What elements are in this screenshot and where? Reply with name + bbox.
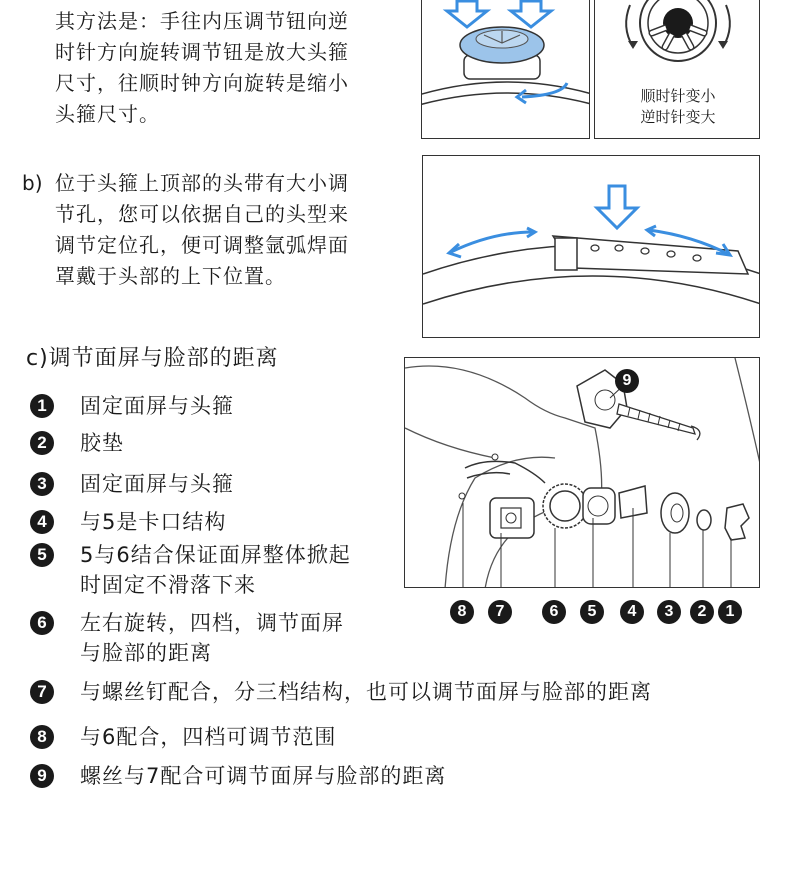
callout-badge: 8 [450,600,474,624]
callout-badge: 4 [620,600,644,624]
item-text: 与6配合，四档可调节范围 [80,725,337,749]
section-a-line-1: 其方法是：手往内压调节钮向逆 [55,9,349,33]
caption-counterclockwise: 逆时针变大 [640,108,716,126]
list-item [30,722,336,752]
caption-clockwise: 顺时针变小 [640,87,716,105]
callout-badge: 6 [542,600,566,624]
knob-press-illustration [421,0,590,139]
item-text: 胶垫 [80,431,124,455]
item-text-line: 与脸部的距离 [80,641,212,665]
item-text-line: 5与6结合保证面屏整体掀起 [80,543,351,567]
item-number-badge: 5 [30,543,54,567]
section-b-line-1: 位于头箍上顶部的头带有大小调 [55,171,349,195]
item-number-badge: 1 [30,394,54,418]
section-a-line-2: 时针方向旋转调节钮是放大头箍 [55,40,349,64]
list-item [30,428,124,458]
list-item [30,677,652,707]
knob-rotation-illustration [594,0,760,139]
callout-badge: 9 [615,369,639,393]
callout-badge: 1 [718,600,742,624]
item-text [80,540,351,600]
list-item [30,469,234,499]
item-text: 固定面屏与头箍 [80,472,234,496]
item-text-line: 时固定不滑落下来 [80,573,256,597]
item-number-badge: 9 [30,764,54,788]
section-b-line-4: 罩戴于头部的上下位置。 [55,264,286,288]
item-number-badge: 2 [30,431,54,455]
item-number-badge: 8 [30,725,54,749]
callout-badge: 3 [657,600,681,624]
section-a-line-3: 尺寸，往顺时钟方向旋转是缩小 [55,71,349,95]
item-number-badge: 6 [30,611,54,635]
item-number-badge: 7 [30,680,54,704]
item-number-badge: 3 [30,472,54,496]
section-b-line-3: 调节定位孔，便可调整氩弧焊面 [55,233,349,257]
item-number-badge: 4 [30,510,54,534]
item-text: 与螺丝钉配合，分三档结构，也可以调节面屏与脸部的距离 [80,680,652,704]
item-text: 螺丝与7配合可调节面屏与脸部的距离 [80,764,447,788]
headband-adjust-illustration [422,155,760,338]
exploded-parts-diagram [404,357,760,588]
item-text-line: 左右旋转，四档，调节面屏 [80,611,344,635]
section-c-heading: c)调节面屏与脸部的距离 [26,346,279,371]
callout-badge: 2 [690,600,714,624]
section-a-line-4: 头箍尺寸。 [55,102,160,126]
callout-badge: 7 [488,600,512,624]
list-item [30,391,234,421]
section-b-line-2: 节孔，您可以依据自己的头型来 [55,202,349,226]
list-item [30,507,226,537]
callout-badge: 5 [580,600,604,624]
item-text: 固定面屏与头箍 [80,394,234,418]
list-item [30,761,446,791]
item-text [80,608,344,668]
list-item [30,540,351,600]
item-text: 与5是卡口结构 [80,510,227,534]
section-b-marker: b) [22,171,43,195]
list-item [30,608,344,668]
